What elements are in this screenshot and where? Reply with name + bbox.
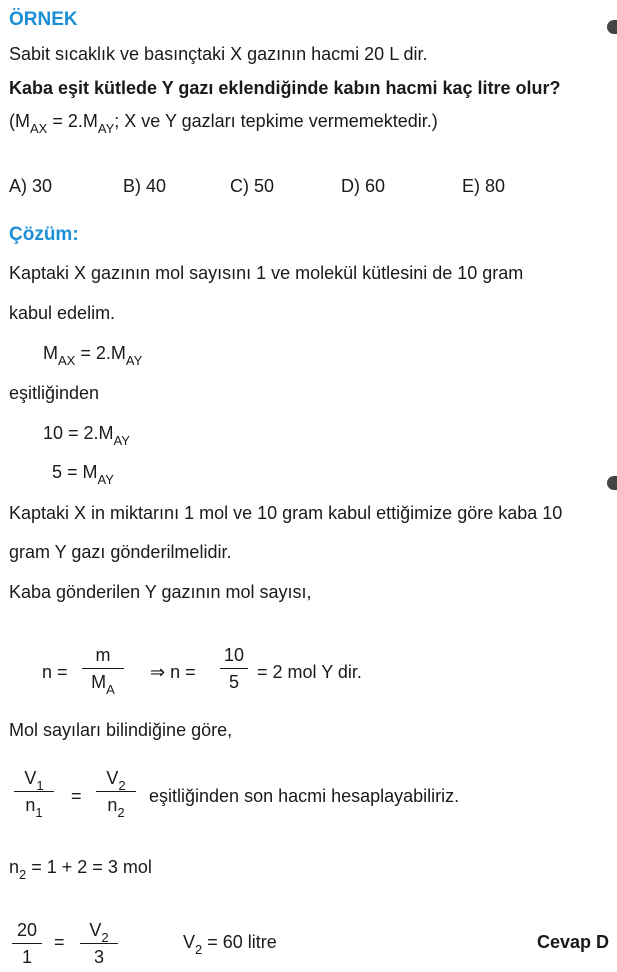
problem-line-1: Sabit sıcaklık ve basınçtaki X gazının hacmi 20 L dir. <box>9 44 428 64</box>
fraction-numerator: m <box>95 645 111 665</box>
fraction-v1-over-n1 <box>14 767 54 820</box>
fraction-denominator: 3 <box>93 947 104 967</box>
fraction-denominator: $n_1$ <box>25 795 43 820</box>
solution-para-3: Kaba gönderilen Y gazının mol sayısı, <box>9 582 312 602</box>
final-volume: $V_2 = 60$ litre <box>183 932 277 957</box>
page-edge-marker <box>607 20 617 34</box>
fraction-v2-over-3 <box>80 919 118 968</box>
solution-para-2-line-2: gram Y gazı gönderilmelidir. <box>9 542 232 562</box>
fraction-bar <box>14 791 54 792</box>
fraction-bar <box>220 668 248 669</box>
example-heading: ÖRNEK <box>9 9 78 30</box>
solution-para-4: Mol sayıları bilindiğine göre, <box>9 720 233 740</box>
solution-para-1-line-1: Kaptaki X gazının mol sayısını 1 ve molekül kütlesini de 10 gram <box>9 263 524 283</box>
option-a: A) 30 <box>9 176 53 196</box>
fraction-denominator: $n_2$ <box>107 795 125 820</box>
page-edge-marker <box>607 476 617 490</box>
fraction-10-over-5 <box>220 644 248 693</box>
from-equation-text: eşitliğinden <box>9 383 100 403</box>
fraction-bar <box>96 791 136 792</box>
n-equals: n = <box>42 662 68 682</box>
solution-para-2-line-1: Kaptaki X in miktarını 1 mol ve 10 gram kabul ettiğimize göre kaba 10 <box>9 503 563 523</box>
equals-sign: = <box>54 932 65 952</box>
fraction-20-over-1 <box>12 919 42 968</box>
answer-label: Cevap D <box>536 932 609 952</box>
solution-para-1-line-2: kabul edelim. <box>9 303 116 323</box>
implies-n-equals: ⇒ n = <box>150 662 196 682</box>
fraction-numerator: 10 <box>223 645 245 665</box>
fraction-denominator: 1 <box>21 947 32 967</box>
option-b: B) 40 <box>123 176 167 196</box>
equation-molar-mass: $M_{AX} = 2.M_{AY}$ <box>43 343 143 368</box>
option-e: E) 80 <box>462 176 506 196</box>
option-d: D) 60 <box>341 176 386 196</box>
fraction-denominator: $M_A$ <box>91 672 115 697</box>
fraction-v2-over-n2 <box>96 767 136 820</box>
solution-heading: Çözüm: <box>9 224 79 245</box>
option-c: C) 50 <box>230 176 275 196</box>
fraction-numerator: $V_1$ <box>24 768 44 793</box>
fraction-denominator: 5 <box>228 672 239 692</box>
n2-total: $n_2 = 1 + 2 = 3$ mol <box>9 857 152 882</box>
fraction-bar <box>12 943 42 944</box>
problem-question: Kaba eşit kütlede Y gazı eklendiğinde kabın hacmi kaç litre olur? <box>9 78 561 98</box>
n-result: = 2 mol Y dir. <box>257 662 362 682</box>
fraction-numerator: $V_2$ <box>106 768 126 793</box>
fraction-m-over-ma <box>82 644 124 697</box>
ratio-text: eşitliğinden son hacmi hesaplayabiliriz. <box>149 786 460 806</box>
equals-sign: = <box>71 786 82 806</box>
fraction-numerator: $V_2$ <box>89 920 109 945</box>
fraction-bar <box>80 943 118 944</box>
equation-3: $5 = M_{AY}$ <box>52 462 114 487</box>
fraction-bar <box>82 668 124 669</box>
fraction-numerator: 20 <box>16 920 38 940</box>
problem-note: ($M_{AX} = 2.M_{AY}$; X ve Y gazları tepkime vermemektedir.) <box>9 111 438 136</box>
equation-2: $10 = 2.M_{AY}$ <box>43 423 130 448</box>
